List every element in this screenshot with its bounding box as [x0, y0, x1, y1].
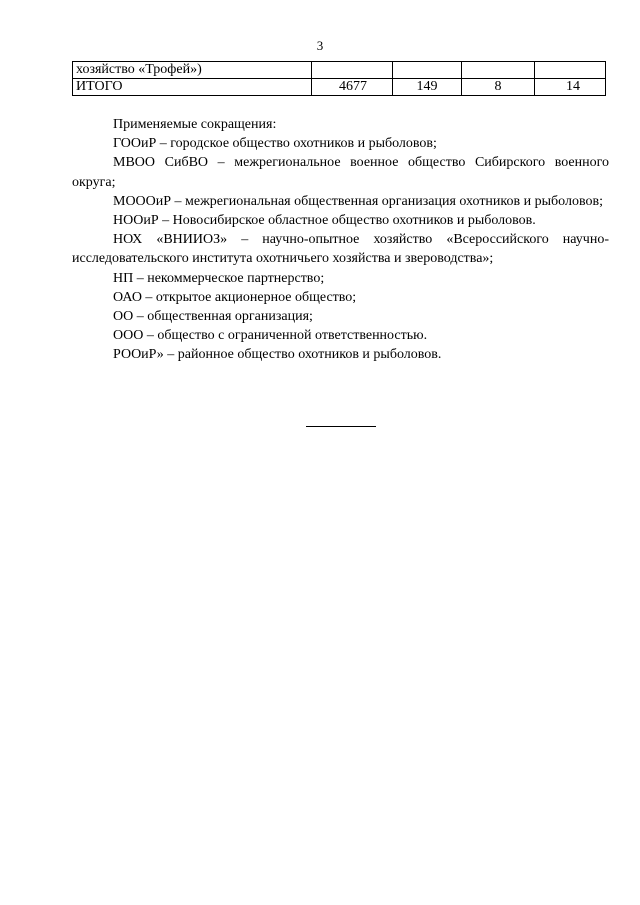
abbreviation-item: ООО – общество с ограниченной ответственностью. — [113, 328, 428, 344]
end-divider-line — [306, 426, 376, 427]
page-number: 3 — [316, 38, 324, 53]
table-cell-value — [462, 62, 535, 79]
abbreviation-item: НОХ «ВНИИОЗ» – научно-опытное хозяйство «Всероссийского научно-исследовательского института охотничьего хозяйства и звероводства»; — [72, 232, 609, 267]
table-cell-value: 8 — [462, 79, 535, 96]
abbreviations-section — [72, 115, 609, 365]
abbreviation-item: МОООиР – межрегиональная общественная организация охотников и рыболовов; — [113, 193, 603, 209]
abbreviation-item: ОО – общественная организация; — [113, 309, 313, 325]
table-row — [73, 62, 606, 79]
abbreviation-item: ОАО – открытое акционерное общество; — [113, 289, 357, 305]
abbreviation-item: ГООиР – городское общество охотников и рыболовов; — [113, 136, 437, 152]
table-cell-value: 4677 — [312, 79, 393, 96]
table-cell-value — [312, 62, 393, 79]
table-cell-value — [393, 62, 462, 79]
table-cell-value: 14 — [535, 79, 606, 96]
table-cell-name: хозяйство «Трофей») — [73, 62, 312, 79]
abbreviation-item: НП – некоммерческое партнерство; — [113, 270, 325, 286]
abbreviation-item: НООиР – Новосибирское областное общество охотников и рыболовов. — [113, 213, 536, 229]
summary-table — [72, 61, 606, 96]
abbreviation-item: РООиР» – районное общество охотников и рыболовов. — [113, 347, 442, 363]
table-cell-value — [535, 62, 606, 79]
table-cell-name: ИТОГО — [73, 79, 312, 96]
table-cell-value: 149 — [393, 79, 462, 96]
abbreviations-heading: Применяемые сокращения: — [113, 117, 277, 132]
abbreviation-item: МВОО СибВО – межрегиональное военное общество Сибирского военного округа; — [72, 155, 609, 190]
table-row-total — [73, 79, 606, 96]
